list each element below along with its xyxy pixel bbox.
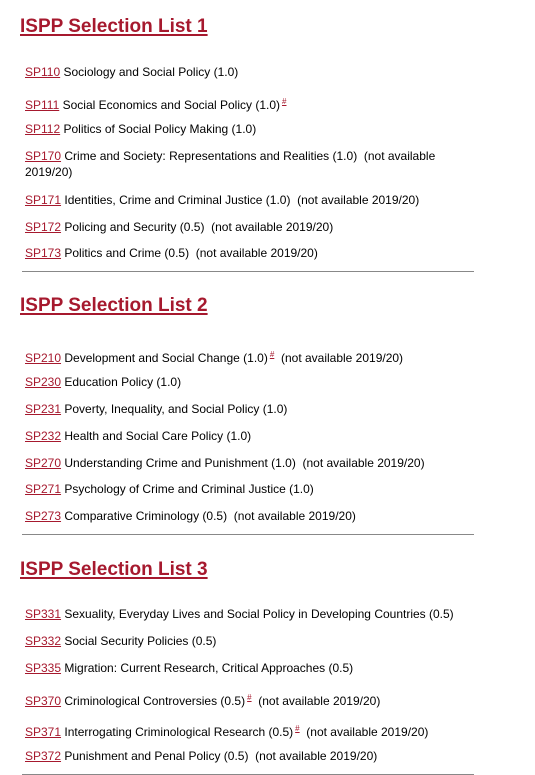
course-item (25, 481, 455, 497)
course-code-link[interactable]: SP331 (25, 607, 62, 621)
course-code-link[interactable]: SP370 (25, 694, 62, 708)
footnote-marker-link[interactable]: # (269, 350, 275, 359)
course-title: Crime and Society: Representations and Realities (1.0) (64, 149, 358, 163)
course-code-link[interactable]: SP372 (25, 749, 62, 763)
course-title: Comparative Criminology (0.5) (64, 509, 228, 523)
course-title: Interrogating Criminological Research (0.5) (64, 725, 294, 739)
course-code-link[interactable]: SP111 (25, 98, 60, 112)
course-item (25, 219, 455, 235)
footnote-marker-link[interactable]: # (282, 97, 287, 106)
course-code-link[interactable]: SP230 (25, 375, 62, 389)
section-divider (22, 534, 474, 535)
availability-note: (not available 2019/20) (211, 220, 334, 234)
footnote-marker-link[interactable]: # (295, 724, 300, 733)
course-title: Migration: Current Research, Critical Approaches (0.5) (64, 661, 354, 675)
availability-note: (not available 2019/20) (195, 246, 318, 260)
course-title: Education Policy (1.0) (64, 375, 182, 389)
course-code-link[interactable]: SP210 (25, 351, 62, 365)
course-item (25, 121, 455, 137)
course-item (25, 721, 455, 740)
course-item (25, 606, 455, 622)
course-title: Understanding Crime and Punishment (1.0) (64, 456, 296, 470)
course-item (25, 148, 455, 180)
course-code-link[interactable]: SP273 (25, 509, 62, 523)
course-code-link[interactable]: SP371 (25, 725, 62, 739)
course-code-link[interactable]: SP232 (25, 429, 62, 443)
course-title: Politics and Crime (0.5) (64, 246, 190, 260)
course-title: Identities, Crime and Criminal Justice (1.0) (64, 193, 291, 207)
course-code-link[interactable]: SP172 (25, 220, 62, 234)
footnote-marker-link[interactable]: # (247, 693, 252, 702)
course-code-link[interactable]: SP110 (25, 65, 61, 79)
course-code-link[interactable]: SP335 (25, 661, 62, 675)
course-title: Policing and Security (0.5) (64, 220, 205, 234)
course-item (25, 374, 455, 390)
course-title: Health and Social Care Policy (1.0) (64, 429, 252, 443)
course-item (25, 64, 455, 80)
availability-note: (not available 2019/20) (258, 694, 381, 708)
course-title: Criminological Controversies (0.5) (64, 694, 246, 708)
selection-list-1-title: ISPP Selection List 1 (20, 16, 208, 37)
availability-note: (not available 2019/20) (302, 456, 425, 470)
course-code-link[interactable]: SP173 (25, 246, 62, 260)
selection-list-3-title: ISPP Selection List 3 (20, 559, 208, 580)
course-title: Poverty, Inequality, and Social Policy (1.0) (64, 402, 288, 416)
course-item (25, 690, 455, 709)
course-item (25, 347, 455, 366)
course-code-link[interactable]: SP271 (25, 482, 62, 496)
section-divider (22, 271, 474, 272)
course-item (25, 660, 455, 676)
course-item (25, 94, 455, 113)
selection-list-2-title: ISPP Selection List 2 (20, 295, 208, 316)
course-title: Sociology and Social Policy (1.0) (63, 65, 239, 79)
course-item (25, 633, 455, 649)
course-code-link[interactable]: SP170 (25, 149, 62, 163)
availability-note: (not available 2019/20) (306, 725, 429, 739)
course-title: Development and Social Change (1.0) (64, 351, 268, 365)
course-code-link[interactable]: SP270 (25, 456, 62, 470)
availability-note: (not available 2019/20) (297, 193, 420, 207)
course-item (25, 455, 455, 471)
course-item (25, 245, 455, 261)
course-title: Social Economics and Social Policy (1.0) (62, 98, 281, 112)
course-item (25, 428, 455, 444)
course-item (25, 508, 455, 524)
course-title: Sexuality, Everyday Lives and Social Policy in Developing Countries (0.5) (64, 607, 454, 621)
availability-note: (not available 2019/20) (255, 749, 378, 763)
course-title: Punishment and Penal Policy (0.5) (64, 749, 249, 763)
course-code-link[interactable]: SP332 (25, 634, 62, 648)
course-title: Politics of Social Policy Making (1.0) (63, 122, 257, 136)
course-item (25, 748, 455, 764)
availability-note: (not available 2019/20) (280, 351, 404, 365)
course-code-link[interactable]: SP171 (25, 193, 62, 207)
course-item (25, 401, 455, 417)
course-code-link[interactable]: SP112 (25, 122, 61, 136)
availability-note: (not available 2019/20) (233, 509, 356, 523)
course-title: Social Security Policies (0.5) (64, 634, 217, 648)
course-title: Psychology of Crime and Criminal Justice (1.0) (64, 482, 314, 496)
course-code-link[interactable]: SP231 (25, 402, 62, 416)
availability-note: (not available 2019/20) (25, 149, 436, 179)
course-item (25, 192, 455, 208)
